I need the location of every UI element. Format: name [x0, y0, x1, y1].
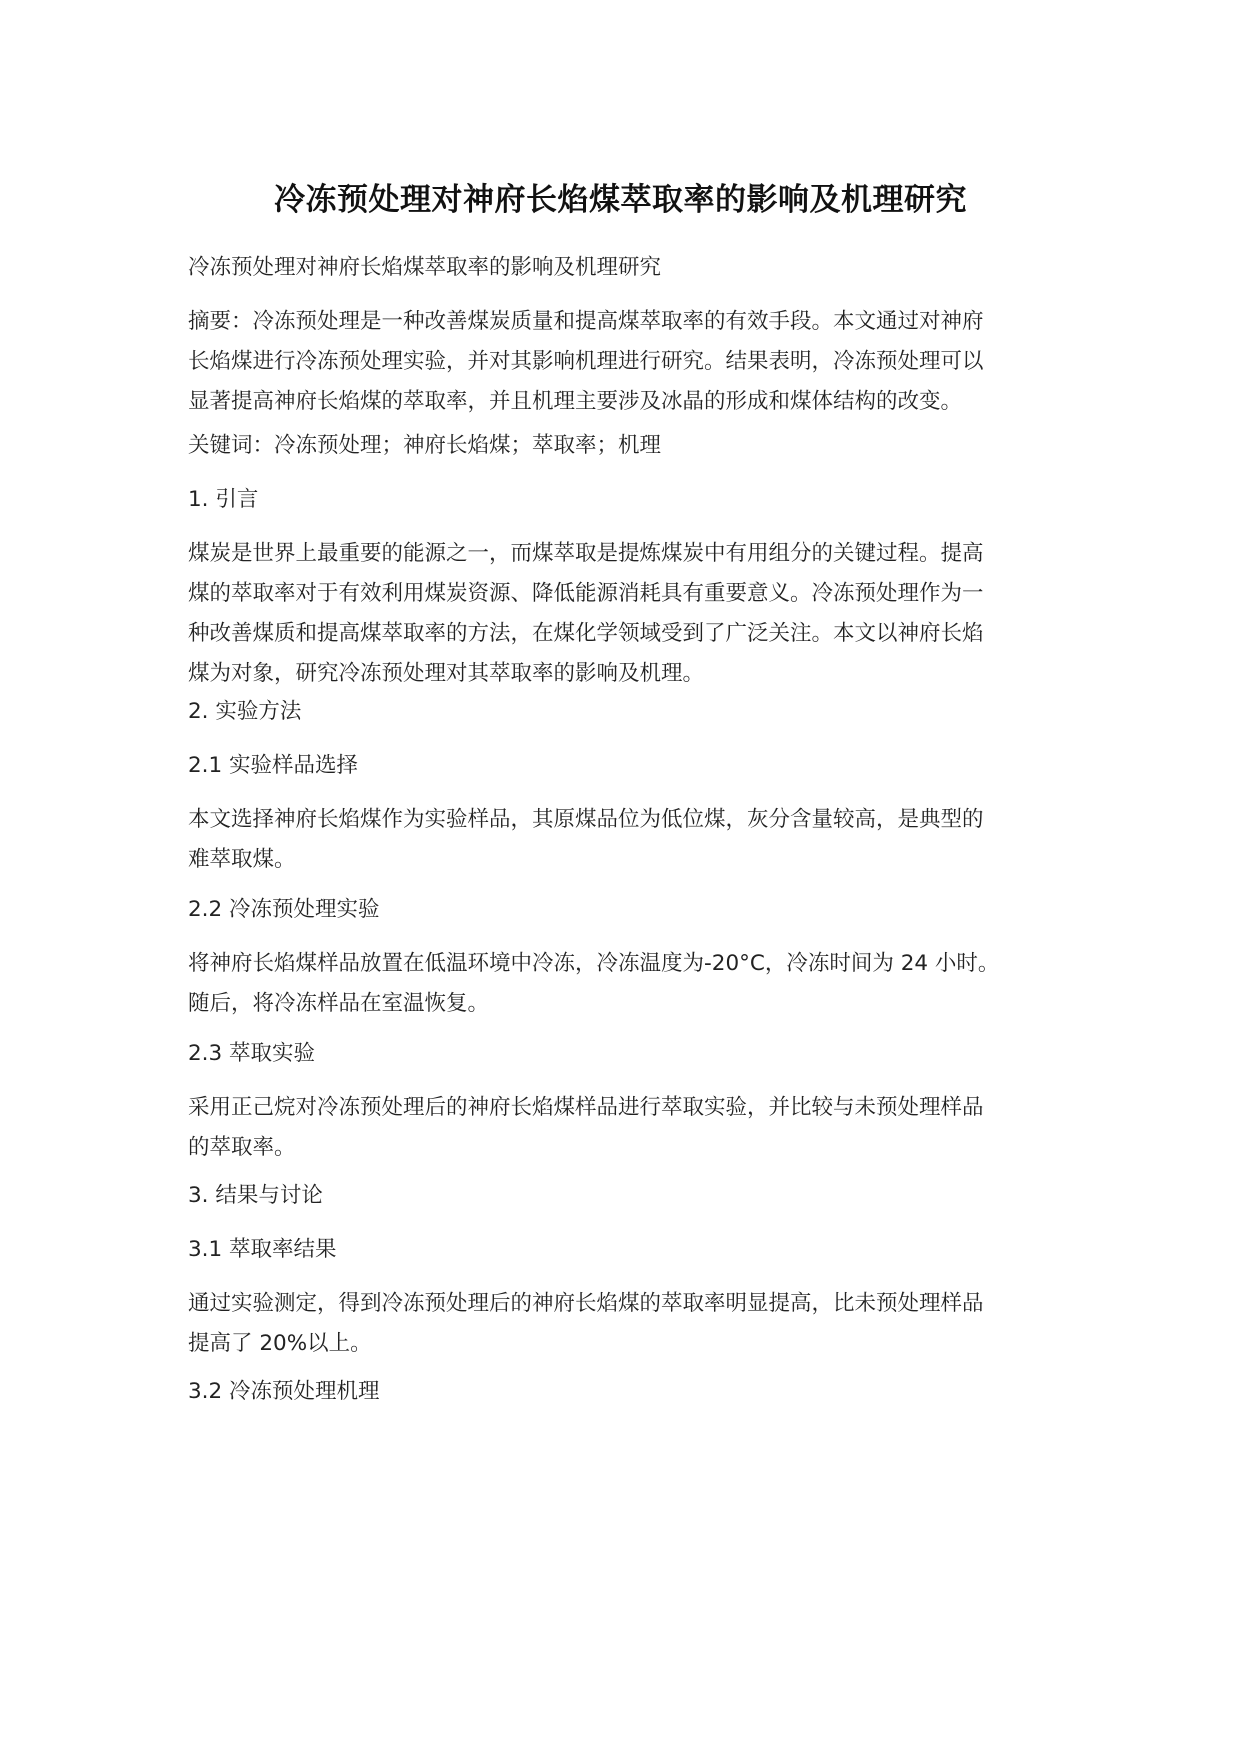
text-line: 种改善煤质和提高煤萃取率的方法，在煤化学领域受到了广泛关注。本文以神府长焰 — [188, 621, 984, 646]
paragraph-heading-3-1 — [188, 1230, 1048, 1270]
paragraph-heading-2-3 — [188, 1034, 1048, 1074]
paragraph-sample-selection — [188, 800, 1048, 880]
paragraph-extraction-results — [188, 1284, 1048, 1364]
paragraph-heading-1 — [188, 480, 1048, 520]
paragraph-heading-3 — [188, 1176, 1048, 1216]
text-line: 难萃取煤。 — [188, 847, 296, 872]
text-line: 将神府长焰煤样品放置在低温环境中冷冻，冷冻温度为-20°C，冷冻时间为 24 小时。 — [188, 951, 1000, 976]
text-line: 3.1 萃取率结果 — [188, 1237, 337, 1262]
text-line: 随后，将冷冻样品在室温恢复。 — [188, 991, 490, 1016]
text-line: 2.2 冷冻预处理实验 — [188, 897, 380, 922]
text-line: 本文选择神府长焰煤作为实验样品，其原煤品位为低位煤，灰分含量较高，是典型的 — [188, 807, 984, 832]
document-title: 冷冻预处理对神府长焰煤萃取率的影响及机理研究 — [274, 182, 967, 218]
text-line: 通过实验测定，得到冷冻预处理后的神府长焰煤的萃取率明显提高，比未预处理样品 — [188, 1291, 984, 1316]
text-line: 2.1 实验样品选择 — [188, 753, 359, 778]
text-line: 煤炭是世界上最重要的能源之一，而煤萃取是提炼煤炭中有用组分的关键过程。提高 — [188, 541, 984, 566]
text-line: 煤为对象，研究冷冻预处理对其萃取率的影响及机理。 — [188, 661, 705, 686]
text-line: 提高了 20%以上。 — [188, 1331, 372, 1356]
text-line: 3. 结果与讨论 — [188, 1183, 323, 1208]
paragraph-heading-2-2 — [188, 890, 1048, 930]
text-line: 采用正己烷对冷冻预处理后的神府长焰煤样品进行萃取实验，并比较与未预处理样品 — [188, 1095, 984, 1120]
text-line: 2.3 萃取实验 — [188, 1041, 316, 1066]
paragraph-keywords — [188, 426, 1048, 466]
paragraph-heading-2 — [188, 692, 1048, 732]
text-line: 的萃取率。 — [188, 1135, 296, 1160]
text-line: 关键词：冷冻预处理；神府长焰煤；萃取率；机理 — [188, 433, 662, 458]
text-line: 摘要：冷冻预处理是一种改善煤炭质量和提高煤萃取率的有效手段。本文通过对神府 — [188, 309, 984, 334]
paragraph-subtitle — [188, 248, 1048, 288]
text-line: 长焰煤进行冷冻预处理实验，并对其影响机理进行研究。结果表明，冷冻预处理可以 — [188, 349, 984, 374]
paragraph-heading-2-1 — [188, 746, 1048, 786]
paragraph-abstract — [188, 302, 1048, 422]
paragraph-extraction-experiment — [188, 1088, 1048, 1168]
paragraph-introduction — [188, 534, 1048, 694]
text-line: 1. 引言 — [188, 487, 259, 512]
text-line: 2. 实验方法 — [188, 699, 302, 724]
paragraph-freezing-experiment — [188, 944, 1048, 1024]
text-line: 煤的萃取率对于有效利用煤炭资源、降低能源消耗具有重要意义。冷冻预处理作为一 — [188, 581, 984, 606]
paragraph-heading-3-2 — [188, 1372, 1048, 1412]
text-line: 3.2 冷冻预处理机理 — [188, 1379, 380, 1404]
text-line: 冷冻预处理对神府长焰煤萃取率的影响及机理研究 — [188, 255, 662, 280]
text-line: 显著提高神府长焰煤的萃取率，并且机理主要涉及冰晶的形成和煤体结构的改变。 — [188, 389, 963, 414]
